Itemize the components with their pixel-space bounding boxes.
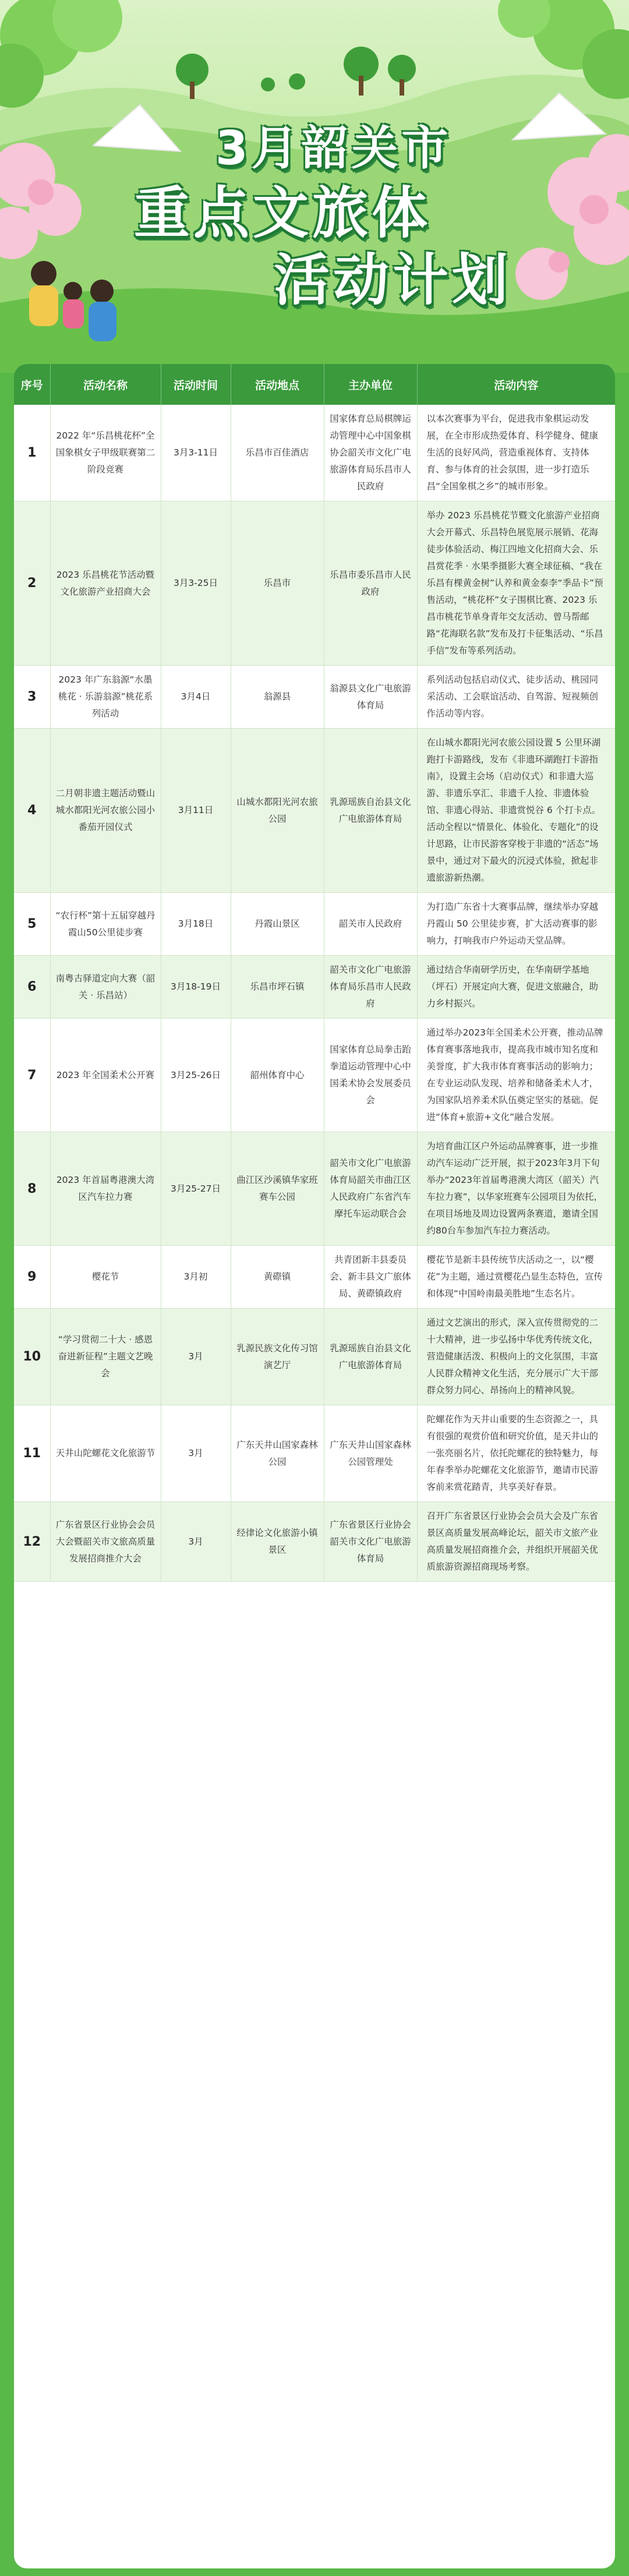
header-time: 活动时间 bbox=[161, 364, 231, 405]
row-index: 12 bbox=[14, 1502, 50, 1582]
activity-content: 通过文艺演出的形式，深入宣传贯彻党的二十大精神，进一步弘扬中华优秀传统文化，营造健康活泼、积极向上的文化氛围，丰富人民群众精神文化生活，充分展示广大干部群众努力同心、昂扬向上的精神风貌。 bbox=[417, 1309, 615, 1405]
activity-time: 3月初 bbox=[161, 1246, 231, 1309]
activity-place: 韶州体育中心 bbox=[231, 1019, 324, 1132]
table-row bbox=[14, 1309, 615, 1405]
activity-name: 樱花节 bbox=[50, 1246, 161, 1309]
header-content: 活动内容 bbox=[417, 364, 615, 405]
table-row bbox=[14, 1502, 615, 1582]
row-index: 2 bbox=[14, 501, 50, 666]
activity-host: 乳源瑶族自治县文化广电旅游体育局 bbox=[324, 729, 417, 893]
table-row bbox=[14, 956, 615, 1019]
activity-content: 樱花节是新丰县传统节庆活动之一，以“樱花”为主题，通过赏樱花凸显生态特色，宣传和体现“中国岭南最美胜地”生态名片。 bbox=[417, 1246, 615, 1309]
table-row bbox=[14, 405, 615, 501]
activity-name: 2023 年全国柔术公开赛 bbox=[50, 1019, 161, 1132]
table-row bbox=[14, 1019, 615, 1132]
activity-time: 3月3-25日 bbox=[161, 501, 231, 666]
row-index: 3 bbox=[14, 666, 50, 729]
activity-name: 二月朝非遗主题活动暨山城水都阳光河农旅公园小番茄开园仪式 bbox=[50, 729, 161, 893]
activity-place: 黄磜镇 bbox=[231, 1246, 324, 1309]
poster-title-line-3: 活动计划 bbox=[274, 248, 511, 313]
activity-place: 乐昌市百佳酒店 bbox=[231, 405, 324, 501]
activity-host: 共青团新丰县委员会、新丰县文广旅体局、黄磜镇政府 bbox=[324, 1246, 417, 1309]
poster-title-line-2: 重点文旅体 bbox=[134, 181, 431, 246]
table-row bbox=[14, 1132, 615, 1246]
row-index: 8 bbox=[14, 1132, 50, 1246]
table-header bbox=[14, 364, 615, 405]
activity-time: 3月 bbox=[161, 1309, 231, 1405]
table-row bbox=[14, 1405, 615, 1502]
header-index: 序号 bbox=[14, 364, 50, 405]
table-body bbox=[14, 405, 615, 1582]
activity-content: 为培育曲江区户外运动品牌赛事，进一步推动汽车运动广泛开展，拟于2023年3月下旬举办“2023年首届粤港澳大湾区（韶关）汽车拉力赛”，以华家班赛车公园项目为依托，在项目场地及周边设置两条赛道，邀请全国约80台车参加汽车拉力赛活动。 bbox=[417, 1132, 615, 1246]
activity-content: 为打造广东省十大赛事品牌，继续举办穿越丹霞山 50 公里徒步赛，扩大活动赛事的影响力，打响我市户外运动天堂品牌。 bbox=[417, 893, 615, 956]
activity-content: 举办 2023 乐昌桃花节暨文化旅游产业招商大会开幕式、乐昌特色展览展示展销、花海徒步体验活动、梅江四地文化招商大会、乐昌赏花季 · 水果季摄影大赛全球征稿、“我在乐昌有棵黄金树”认养和黄金泰李“季品卡”预售活动，“桃花杯”女子围棋比赛、2023 乐昌市桃花节单身青年交友活动、曾马帮邮路“花海联名款”发布及打卡征集活动、“乐昌手信”发布等系列活动。 bbox=[417, 501, 615, 666]
activity-host: 韶关市人民政府 bbox=[324, 893, 417, 956]
activity-time: 3月11日 bbox=[161, 729, 231, 893]
activity-name: 天井山陀螺花文化旅游节 bbox=[50, 1405, 161, 1502]
activity-host: 国家体育总局棋牌运动管理中心中国象棋协会韶关市文化广电旅游体育局乐昌市人民政府 bbox=[324, 405, 417, 501]
activity-place: 广东天井山国家森林公园 bbox=[231, 1405, 324, 1502]
activity-place: 经律论文化旅游小镇景区 bbox=[231, 1502, 324, 1582]
activity-name: 广东省景区行业协会会员大会暨韶关市文旅高质量发展招商推介大会 bbox=[50, 1502, 161, 1582]
activity-content: 以本次赛事为平台，促进我市象棋运动发展，在全市形成热爱体育、科学健身、健康生活的良好风尚，营造重视体育、支持体育、参与体育的社会氛围，进一步打造乐昌“全国象棋之乡”的城市形象。 bbox=[417, 405, 615, 501]
activity-host: 广东天井山国家森林公园管理处 bbox=[324, 1405, 417, 1502]
activity-host: 广东省景区行业协会韶关市文化广电旅游体育局 bbox=[324, 1502, 417, 1582]
header-host: 主办单位 bbox=[324, 364, 417, 405]
activity-host: 翁源县文化广电旅游体育局 bbox=[324, 666, 417, 729]
table-row bbox=[14, 729, 615, 893]
activity-content: 召开广东省景区行业协会会员大会及广东省景区高质量发展高峰论坛，韶关市文旅产业高质量发展招商推介会，并组织开展韶关优质旅游资源招商现场考察。 bbox=[417, 1502, 615, 1582]
activity-name: 2023 乐昌桃花节活动暨文化旅游产业招商大会 bbox=[50, 501, 161, 666]
activity-host: 乐昌市委乐昌市人民政府 bbox=[324, 501, 417, 666]
row-index: 4 bbox=[14, 729, 50, 893]
activity-time: 3月 bbox=[161, 1502, 231, 1582]
header-place: 活动地点 bbox=[231, 364, 324, 405]
activity-host: 乳源瑶族自治县文化广电旅游体育局 bbox=[324, 1309, 417, 1405]
activity-time: 3月18-19日 bbox=[161, 956, 231, 1019]
row-index: 6 bbox=[14, 956, 50, 1019]
header-name: 活动名称 bbox=[50, 364, 161, 405]
row-index: 1 bbox=[14, 405, 50, 501]
row-index: 11 bbox=[14, 1405, 50, 1502]
activity-content: 陀螺花作为天井山重要的生态资源之一，具有很强的观赏价值和研究价值，是天井山的一张亮丽名片，依托陀螺花的独特魅力，每年春季举办陀螺花文化旅游节，邀请市民游客前来赏花踏青，共享美好春景。 bbox=[417, 1405, 615, 1502]
activity-content: 通过结合华南研学历史，在华南研学基地（坪石）开展定向大赛，促进文旅融合，助力乡村振兴。 bbox=[417, 956, 615, 1019]
hero-banner bbox=[0, 0, 629, 373]
activity-host: 国家体育总局拳击跆拳道运动管理中心中国柔术协会发展委员会 bbox=[324, 1019, 417, 1132]
activity-place: 曲江区沙溪镇华家班赛车公园 bbox=[231, 1132, 324, 1246]
activity-time: 3月 bbox=[161, 1405, 231, 1502]
activity-name: 南粤古驿道定向大赛（韶关 · 乐昌站） bbox=[50, 956, 161, 1019]
activity-host: 韶关市文化广电旅游体育局乐昌市人民政府 bbox=[324, 956, 417, 1019]
activity-place: 乐昌市坪石镇 bbox=[231, 956, 324, 1019]
activity-host: 韶关市文化广电旅游体育局韶关市曲江区人民政府广东省汽车摩托车运动联合会 bbox=[324, 1132, 417, 1246]
activity-name: “学习贯彻二十大 · 感恩奋进新征程”主题文艺晚会 bbox=[50, 1309, 161, 1405]
activity-place: 翁源县 bbox=[231, 666, 324, 729]
activity-content: 系列活动包括启动仪式、徒步活动、桃园同采活动、工会联谊活动、自驾游、短视频创作活动等内容。 bbox=[417, 666, 615, 729]
activity-content: 通过举办2023年全国柔术公开赛，推动品牌体育赛事落地我市，提高我市城市知名度和美誉度，扩大我市体育赛事活动的影响力；在专业运动队发现、培养和储备柔术人才，为国家队培养柔术队伍奠定坚实的基础。促进“体育+旅游+文化”融合发展。 bbox=[417, 1019, 615, 1132]
activity-place: 乐昌市 bbox=[231, 501, 324, 666]
table-row bbox=[14, 1246, 615, 1309]
activity-name: 2023 年首届粤港澳大湾区汽车拉力赛 bbox=[50, 1132, 161, 1246]
poster-title-line-1: 3月韶关市 bbox=[215, 121, 452, 175]
activity-time: 3月18日 bbox=[161, 893, 231, 956]
activity-time: 3月4日 bbox=[161, 666, 231, 729]
activity-name: “农行杯”第十五届穿越丹霞山50公里徒步赛 bbox=[50, 893, 161, 956]
activity-table bbox=[14, 364, 615, 1582]
row-index: 7 bbox=[14, 1019, 50, 1132]
table-row bbox=[14, 893, 615, 956]
activity-time: 3月25-26日 bbox=[161, 1019, 231, 1132]
row-index: 9 bbox=[14, 1246, 50, 1309]
row-index: 10 bbox=[14, 1309, 50, 1405]
activity-time: 3月3-11日 bbox=[161, 405, 231, 501]
activity-table-card bbox=[14, 364, 615, 2568]
table-row bbox=[14, 666, 615, 729]
activity-place: 山城水都阳光河农旅公园 bbox=[231, 729, 324, 893]
activity-name: 2022 年“乐昌桃花杯”全国象棋女子甲级联赛第二阶段竞赛 bbox=[50, 405, 161, 501]
table-row bbox=[14, 501, 615, 666]
row-index: 5 bbox=[14, 893, 50, 956]
activity-content: 在山城水都阳光河农旅公园设置 5 公里环湖跑打卡游路线，发布《非遗环湖跑打卡游指南》，设置主会场（启动仪式）和非遗大巡游、非遗乐享汇、非遗千人捡、非遗体验馆、非遗心得站、非遗赏悦谷 6 个打卡点。活动全程以“情景化、体验化、专题化”的设计思路，让市民游客穿梭于非遗的“活态”场景中，通过对下最火的沉浸式体验，掀起非遗旅游新热潮。 bbox=[417, 729, 615, 893]
activity-place: 丹霞山景区 bbox=[231, 893, 324, 956]
activity-time: 3月25-27日 bbox=[161, 1132, 231, 1246]
activity-name: 2023 年广东翁源“水墨桃花 · 乐游翁源”桃花系列活动 bbox=[50, 666, 161, 729]
activity-place: 乳源民族文化传习馆演艺厅 bbox=[231, 1309, 324, 1405]
